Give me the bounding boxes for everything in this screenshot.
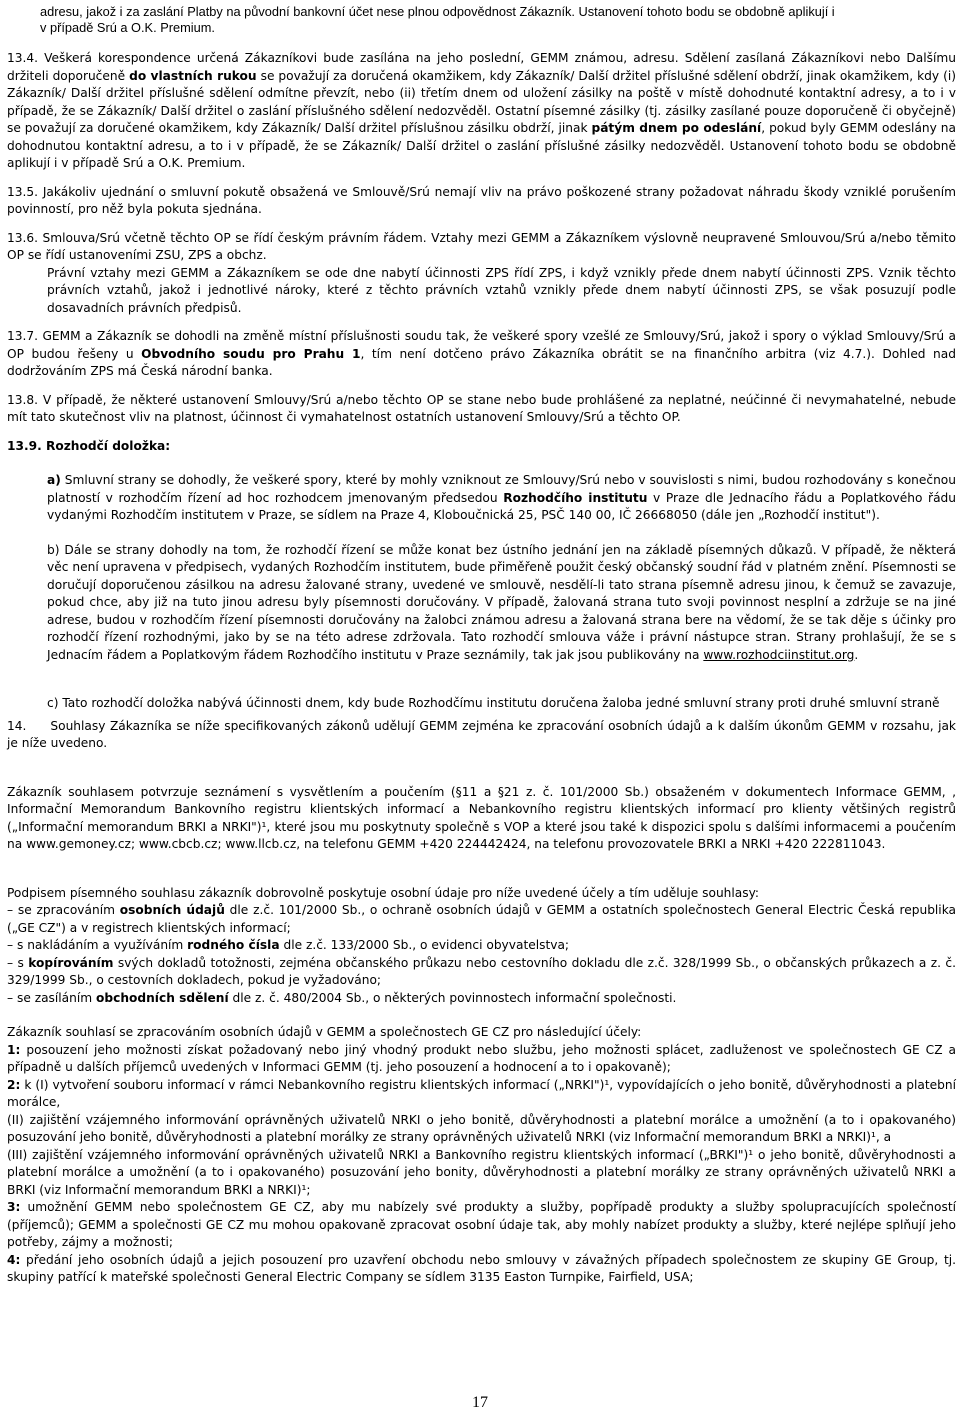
- clause-c: c) Tato rozhodčí doložka nabývá účinnosti dnem, kdy bude Rozhodčímu institutu doručena žaloba jedné smluvní strany proti druhé smluvní straně: [47, 696, 940, 710]
- carryover-paragraph: [40, 4, 956, 36]
- text-run: .: [854, 647, 859, 662]
- section-13-7: [7, 328, 956, 381]
- text-run: umožnění GEMM nebo společnostem GE CZ, aby mu nabízely své produkty a služby, popřípadě produkty a služby spolupracujících společností (příjemců); GEMM a společnosti GE CZ mu mohou opakovaně zpracovat osobní údaje tak, aby mohly nabízet produkty a služby, které nejlépe splňují jeho potřeby, zájmy a možnosti;: [7, 1200, 956, 1249]
- text-run: – s: [7, 955, 29, 970]
- text-run: Souhlasy Zákazníka se níže specifikovaných zákonů udělují GEMM zejména ke zpracování osobních údajů a k dalším úkonům GEMM v rozsahu, jak je níže uvedeno.: [7, 718, 956, 750]
- section-number: 14.: [7, 718, 27, 733]
- purpose-3: [7, 1199, 956, 1252]
- purpose-2-iii: (III) zajištění vzájemného informování oprávněných uživatelů NRKI a Bankovního registru klientských informací („BRKI")¹ o jeho bonitě, důvěryhodnosti a platební morálce a umožnění (a to i opakovaného) posuzování jeho bonity, důvěryhodnosti a platební morálky ze strany oprávněných uživatelů NRKI a BRKI (viz Informační memorandum BRKI a NRKI)¹;: [7, 1147, 956, 1197]
- text-run: v Praze dle Jednacího řádu a Poplatkového řádu vydanými Rozhodčím institutem v Praze, se sídlem na Praze 4, Kloboučnická 25, PSČ 140 00, IČ 26668050 (dále jen „Rozhodčí institut").: [47, 490, 957, 522]
- text-run: V případě, že některé ustanovení Smlouvy/Srú a/nebo těchto OP se stane nebo bude prohlášené za neplatné, neúčinné či nevymahatelné, nebude mít tato skutečnost vliv na platnost, účinnost či vymahatelnost ostatních ustanovení Smlouvy/Srú a těchto OP.: [7, 392, 956, 424]
- text-run: , tím není dotčeno právo Zákazníka obrátit se na finančního arbitra (viz 4.7.). Dohled nad dodržováním ZPS má Česká národní banka.: [7, 346, 956, 378]
- section-13-5: [7, 184, 956, 219]
- inform-paragraph: Zákazník souhlasem potvrzuje seznámení s vysvětlením a poučením (§11 a §21 z. č. 101/2000 Sb.) obsaženém v dokumentech Informace GEMM, , Informační Memorandum Bankovního registru klientských informací a Nebankovního registru klientských informací pro klienty většiných registrů („Informační memorandum BRKI a NRKI")¹, které jsou mu poskytnuty společně s VOP a které jsou také k dispozici spolu s dalšími informacemi a poučením na www.gemoney.cz; www.cbcb.cz; www.llcb.cz, na telefonu GEMM +420 224442424, na telefonu provozovatele BRKI a NRKI +420 222811043.: [7, 784, 956, 851]
- bold-text: Rozhodčího institutu: [503, 490, 648, 505]
- page-number: 17: [472, 1394, 488, 1411]
- text-run: posouzení jeho možnosti získat požadovaný nebo jiný vhodný produkt nebo službu, jeho možnosti splácet, zadluženost ve společnostech GE CZ a případně u dalších příjemců uvedených v Informaci GEMM (tj. jeho posouzení a hodnocení a to i opakovaně);: [7, 1042, 956, 1074]
- text-run: Smlouva/Srú včetně těchto OP se řídí českým právním řádem. Vztahy mezi GEMM a Zákazníkem výslovně neupravené Smlouvou/Srú a/nebo těmito OP se řídí ustanoveními ZSU, ZPS a obchz.: [7, 230, 956, 262]
- consent-item-1: [7, 902, 956, 937]
- section-13-6-para-2: Právní vztahy mezi GEMM a Zákazníkem se ode dne nabytí účinnosti ZPS řídí ZPS, i když vznikly přede dnem nabytí účinnosti ZPS. Vznik těchto právních vztahů, jakož i jednotlivé nároky, které z těchto právních vztahů vznikly přede dnem nabytí účinnosti ZPS, se však posuzují podle dosavadních právních předpisů.: [47, 265, 956, 315]
- section-13-8: [7, 392, 956, 427]
- bold-text: obchodních sdělení: [96, 990, 229, 1005]
- purpose-2: [7, 1077, 956, 1112]
- consent-item-4: [7, 990, 956, 1008]
- bold-text: do vlastních rukou: [129, 68, 257, 83]
- text-run: dle z.č. 101/2000 Sb., o ochraně osobních údajů v GEMM a ostatních společnostech General Electric Česká republika („GE CZ") a v registrech klientských informací;: [7, 903, 957, 935]
- rozhodciinstitut-link[interactable]: www.rozhodciinstitut.org: [703, 647, 855, 662]
- purpose-2-ii: (II) zajištění vzájemného informování oprávněných uživatelů NRKI o jeho bonitě, důvěryhodnosti a platební morálce a umožnění (a to i opakovaného) posuzování jeho bonitě, důvěryhodnosti a platební morálky ze strany oprávněných uživatelů NRKI (viz Informační memorandum BRKI a NRKI)¹, a: [7, 1112, 956, 1144]
- purposes-intro: Zákazník souhlasí se zpracováním osobních údajů v GEMM a společnostech GE CZ pro následující účely:: [7, 1025, 642, 1039]
- purpose-4: [7, 1252, 956, 1287]
- clause-a: [7, 472, 956, 525]
- purpose-number: 3:: [7, 1200, 21, 1214]
- text-run: , pokud byly GEMM odeslány na dohodnutou kontaktní adresu, a to i v případě, že se Zákazník/ Další držitel o zaslání příslušné zásilky nedozvěděl. Ustanovení tohoto bodu se obdobně aplikují i v případě Srú a O.K. Premium.: [7, 121, 957, 170]
- section-13-4: [7, 50, 956, 173]
- section-14: [7, 718, 956, 753]
- text-run: dle z. č. 480/2004 Sb., o některých povinnostech informační společnosti.: [228, 990, 677, 1005]
- carryover-line-2: v případě Srú a O.K. Premium.: [40, 20, 215, 35]
- consent-intro: Podpisem písemného souhlasu zákazník dobrovolně poskytuje osobní údaje pro níže uvedené účely a tím uděluje souhlasy:: [7, 885, 760, 900]
- carryover-line-1: adresu, jakož i za zaslání Platby na původní bankovní účet nese plnou odpovědnost Zákazník. Ustanovení tohoto bodu se obdobně aplikují i: [40, 4, 835, 19]
- bold-text: kopírováním: [28, 955, 114, 970]
- text-run: se považují za doručená okamžikem, kdy Zákazník/ Další držitel příslušné sdělení obdrží, jinak okamžikem, kdy (i) Zákazník/ Další držitel příslušné sdělení odmítne převzít, nebo (ii) třetím dnem od uložení zásilky na poště v místě dohodnuté kontaktní adresy, a to i v případě, že se Zákazník/ Další držitel o zaslání příslušného sdělení nedozvěděl. Ostatní písemné zásilky (tj. zásilky zasílané pouze doporučeně či obyčejně) se považují za doručené okamžikem, kdy Zákazník/ Další držitel příslušnou zásilku obdrží, jinak: [7, 68, 957, 135]
- consent-item-3: [7, 955, 956, 990]
- text-run: – se zasíláním: [7, 990, 97, 1005]
- bold-text: rodného čísla: [187, 938, 280, 952]
- text-run: Veškerá korespondence určená Zákazníkovi bude zasílána na jeho poslední, GEMM známou, adresu. Sdělení zasílaná Zákazníkovi nebo Dalšímu držiteli doporučeně: [7, 51, 956, 83]
- bold-text: 13.9. Rozhodčí doložka:: [7, 438, 171, 453]
- text-run: Smluvní strany se dohodly, že veškeré spory, které by mohly vzniknout ze Smlouvy/Srú nebo v souvislosti s nimi, budou rozhodovány s konečnou platností v rozhodčím řízení ad hoc rozhodcem jmenovaným předsedou: [47, 473, 956, 505]
- section-number: 13.5.: [7, 184, 39, 199]
- section-13-6: [7, 230, 956, 265]
- section-number: 13.4.: [7, 51, 39, 65]
- section-number: 13.7.: [7, 329, 39, 343]
- section-number: 13.8.: [7, 392, 39, 407]
- purpose-number: 1:: [7, 1042, 21, 1057]
- clause-label: a): [47, 473, 61, 487]
- clause-b: [7, 542, 956, 665]
- section-number: 13.6.: [7, 230, 39, 245]
- text-run: – se zpracováním: [7, 903, 120, 917]
- main-content: [7, 50, 956, 1287]
- bold-text: Obvodního soudu pro Prahu 1: [141, 346, 361, 361]
- text-run: svých dokladů totožnosti, zejména občanského průkazu nebo cestovního dokladu dle z.č. 328/1999 Sb., o občanských průkazech a z. č. 329/1999 Sb., o cestovních dokladech, pokud je vyžadováno;: [7, 955, 956, 987]
- text-run: b) Dále se strany dohodly na tom, že rozhodčí řízení se může konat bez ústního jednání jen na základě písemných důkazů. V případě, že některá věc není upravena v předpisech, vydaných Rozhodčím institutem, bude přiměřeně použit český občanský soudní řád v platném znění. Písemnosti se doručují doporučenou zásilkou na adresu žalované strany, uvedené ve smlouvě, nesdělí-li tato strana písemně adresu jinou, k čemuž se zavazuje, pokud chce, aby již na tuto jinou adresu byly písemnosti doručovány. V případě, žalovaná strana tuto svoji povinnost nesplní a zdržuje se na jiné adrese, budou v rozhodčím řízení písemnosti doručovány na žalobci známou adresu a žalovaná strana bere na vědomí, že se tak děje s účinky pro rozhodčí řízení rozhodnými, jako by se na této adrese zdržovala. Tato rozhodčí smlouva váže i právní nástupce stran. Strany prohlašují, že se s Jednacím řádem a Poplatkovým řádem Rozhodčího institutu v Praze seznámily, tak jak jsou publikovány na: [47, 542, 956, 662]
- text-run: Jakákoliv ujednání o smluvní pokutě obsažená ve Smlouvě/Srú nemají vliv na právo poškozené strany požadovat náhradu škody vzniklé porušením povinností, pro něž byla pokuta sjednána.: [7, 184, 956, 216]
- purpose-number: 4:: [7, 1252, 21, 1267]
- purpose-1: [7, 1042, 956, 1077]
- consent-item-2: [7, 937, 956, 955]
- bold-text: osobních údajů: [119, 903, 225, 917]
- bold-text: pátým dnem po odeslání: [591, 121, 762, 135]
- section-13-9-heading: [7, 438, 956, 456]
- text-run: dle z.č. 133/2000 Sb., o evidenci obyvatelstva;: [279, 938, 570, 952]
- text-run: – s nakládáním a využíváním: [7, 938, 188, 952]
- text-run: GEMM a Zákazník se dohodli na změně místní příslušnosti soudu tak, že veškeré spory vzešlé ze Smlouvy/Srú, jakož i spory o výklad Smlouvy/Srú a OP budou řešeny u: [7, 329, 956, 361]
- text-run: k (I) vytvoření souboru informací v rámci Nebankovního registru klientských informací („NRKI")¹, vypovídajících o jeho bonitě, důvěryhodnosti a platební morálce,: [7, 1077, 956, 1109]
- purpose-number: 2:: [7, 1077, 21, 1092]
- text-run: předání jeho osobních údajů a jejich posouzení pro uzavření obchodu nebo smlouvy v závažných případech společnostem ze skupiny GE Group, tj. skupiny patřící k mateřské společnosti General Electric Company se sídlem 3135 Easton Turnpike, Fairfield, USA;: [7, 1252, 956, 1284]
